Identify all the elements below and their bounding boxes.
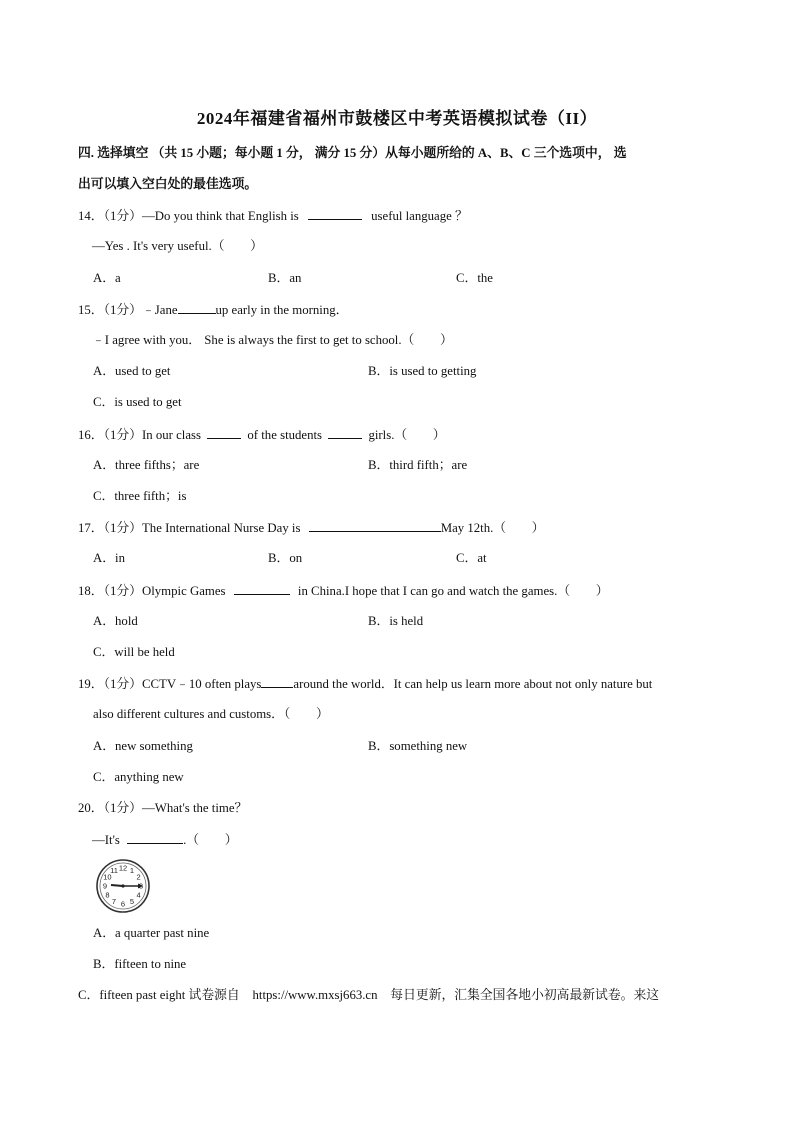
question-19-blank[interactable] xyxy=(261,675,293,688)
question-19-stem xyxy=(78,675,652,692)
question-14-prefix: 14．（1分）—Do you think that English is xyxy=(78,209,299,223)
question-14-stem xyxy=(78,207,468,224)
question-20-option-c[interactable]: C．fifteen past eight 试卷源自 https://www.mxsj663.cn 每日更新，汇集全国各地小初高最新试卷。来这 xyxy=(78,988,660,1002)
question-16-stem xyxy=(78,426,446,443)
clock-number: 1 xyxy=(129,866,135,876)
question-19-suffix: around the world．It can help us learn more about not only nature but xyxy=(293,677,653,691)
clock-number: 9 xyxy=(102,881,108,891)
question-14-option-c[interactable]: C．the xyxy=(456,271,493,285)
question-16-blank-2[interactable] xyxy=(328,426,362,439)
section-instruction-line2: 出可以填入空白处的最佳选项。 xyxy=(78,177,258,191)
question-19-prefix: 19．（1分）CCTV﹣10 often plays xyxy=(78,677,262,691)
question-14-suffix: useful language ？ xyxy=(371,209,468,223)
clock-number: 4 xyxy=(136,890,141,900)
clock-number: 5 xyxy=(129,897,135,907)
question-19-option-b[interactable]: B．something new xyxy=(368,739,468,753)
question-18-prefix: 18．（1分）Olympic Games xyxy=(78,584,226,598)
clock-number: 2 xyxy=(136,872,141,882)
question-17-option-b[interactable]: B．on xyxy=(268,551,303,565)
question-15-prefix: 15．（1分）﹣Jane xyxy=(78,303,178,317)
question-17-stem xyxy=(78,519,544,536)
question-17-suffix: May 12th.（ ） xyxy=(440,521,545,535)
clock-number: 12 xyxy=(118,863,128,873)
question-15-option-a[interactable]: A．used to get xyxy=(93,364,171,378)
question-14-reply: —Yes . It's very useful.（ ） xyxy=(92,239,263,253)
question-18-option-a[interactable]: A．hold xyxy=(93,614,138,628)
question-20-reply-suffix: .（ ） xyxy=(183,833,238,847)
question-18-option-c[interactable]: C．will be held xyxy=(93,645,175,659)
question-15-option-c[interactable]: C．is used to get xyxy=(93,395,182,409)
question-15-blank[interactable] xyxy=(178,301,216,314)
question-16-option-b[interactable]: B．third fifth；are xyxy=(368,458,468,472)
section-instruction-line1: 四. 选择填空 （共 15 小题；每小题 1 分， 满分 15 分）从每小题所给的 A、B、C 三个选项中， 选 xyxy=(78,146,627,160)
clock-image xyxy=(95,858,151,914)
question-18-option-b[interactable]: B．is held xyxy=(368,614,424,628)
question-15-option-b[interactable]: B．is used to getting xyxy=(368,364,477,378)
clock-hour-hand xyxy=(111,885,123,886)
question-14-option-a[interactable]: A．a xyxy=(93,271,121,285)
clock-center xyxy=(121,884,124,887)
question-16-blank-1[interactable] xyxy=(207,426,241,439)
question-16-suffix: girls.（ ） xyxy=(368,428,446,442)
question-17-prefix: 17．（1分）The International Nurse Day is xyxy=(78,521,301,535)
question-15-stem xyxy=(78,301,348,318)
page-title: 2024年福建省福州市鼓楼区中考英语模拟试卷（II） xyxy=(196,109,598,128)
question-17-option-c[interactable]: C．at xyxy=(456,551,487,565)
question-16-option-a[interactable]: A．three fifths；are xyxy=(93,458,200,472)
question-20-option-a[interactable]: A．a quarter past nine xyxy=(93,926,210,940)
question-15-suffix: up early in the morning． xyxy=(215,303,349,317)
question-20-stem: 20．（1分）—What's the time？ xyxy=(78,801,248,815)
question-16-option-c[interactable]: C．three fifth；is xyxy=(93,489,187,503)
clock-number: 8 xyxy=(105,890,110,900)
question-20-blank[interactable] xyxy=(127,831,183,844)
clock-number: 10 xyxy=(103,872,112,882)
question-19-option-a[interactable]: A．new something xyxy=(93,739,193,753)
question-16-mid: of the students xyxy=(247,428,323,442)
question-15-reply: ﹣I agree with you． She is always the first to get to school.（ ） xyxy=(92,333,453,347)
question-14-blank[interactable] xyxy=(308,207,362,220)
clock-number: 7 xyxy=(111,897,117,907)
question-18-suffix: in China.I hope that I can go and watch the games.（ ） xyxy=(297,584,609,598)
question-19-stem-line2: also different cultures and customs．（ ） xyxy=(93,707,329,721)
question-20-option-b[interactable]: B．fifteen to nine xyxy=(93,957,187,971)
clock-number: 11 xyxy=(110,866,118,876)
question-18-blank[interactable] xyxy=(234,582,290,595)
question-20-reply xyxy=(92,831,238,848)
question-14-option-b[interactable]: B．an xyxy=(268,271,302,285)
question-18-stem xyxy=(78,582,609,599)
question-17-option-a[interactable]: A．in xyxy=(93,551,125,565)
question-19-option-c[interactable]: C．anything new xyxy=(93,770,184,784)
question-20-reply-prefix: —It's xyxy=(92,833,120,847)
clock-number: 6 xyxy=(120,899,126,909)
question-16-prefix: 16．（1分）In our class xyxy=(78,428,201,442)
question-17-blank[interactable] xyxy=(309,519,441,532)
